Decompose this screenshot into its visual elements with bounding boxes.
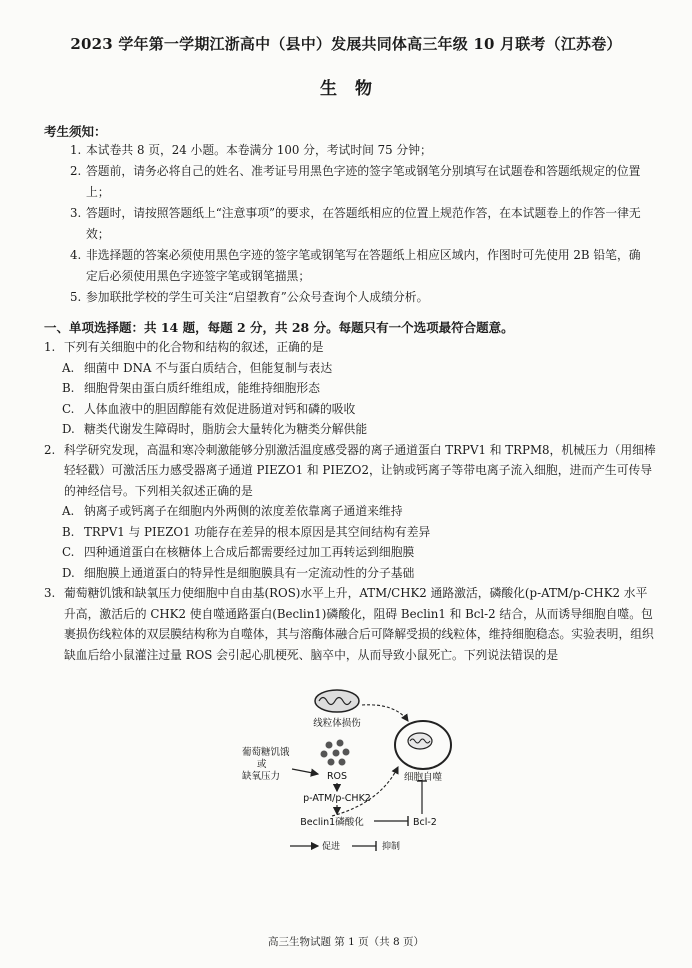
option-letter: A. <box>62 504 75 518</box>
notice-item <box>70 245 652 287</box>
option-b <box>44 522 656 543</box>
option-text: 人体血液中的胆固醇能有效促进肠道对钙和磷的吸收 <box>84 401 356 416</box>
option-text: 细菌中 DNA 不与蛋白质结合，但能复制与表达 <box>84 360 333 375</box>
label-p-atm-chk2: p-ATM/p-CHK2 <box>303 793 371 804</box>
ros-particles-icon <box>321 740 350 766</box>
question-stem <box>44 583 656 665</box>
notice-item-text: 参加联批学校的学生可关注“启望教育”公众号查询个人成绩分析。 <box>86 290 429 304</box>
autophagy-cell-icon <box>395 721 451 769</box>
notice-item <box>70 287 652 308</box>
question-list <box>44 337 656 665</box>
option-d <box>44 563 656 584</box>
notice-item-text: 非选择题的答案必须使用黑色字迹的签字笔或钢笔写在答题纸上相应区域内，作图时可先使用 2B 铅笔，确定后必须使用黑色字迹签字笔或钢笔描黑； <box>86 248 641 283</box>
notice-item-number: 3. <box>70 206 82 220</box>
notice-item <box>70 203 652 245</box>
question-3 <box>44 583 656 665</box>
option-text: 糖类代谢发生障碍时，脂肪会大量转化为糖类分解供能 <box>84 422 368 436</box>
option-letter: C. <box>62 545 75 559</box>
notice-item-number: 2. <box>70 164 82 178</box>
label-autophagy: 细胞自噬 <box>403 772 443 783</box>
label-glucose-starvation: 葡萄糖饥饿 <box>242 747 290 758</box>
option-letter: B. <box>62 381 75 395</box>
question-2 <box>44 440 656 584</box>
option-text: 细胞膜上通道蛋白的特异性是细胞膜具有一定流动性的分子基础 <box>84 565 415 580</box>
legend-promote-label: 促进 <box>322 842 341 852</box>
label-bcl2: Bcl-2 <box>413 817 437 828</box>
label-damaged-mitochondria: 线粒体损伤 <box>313 718 361 729</box>
page-footer: 高三生物试题 第 1 页（共 8 页） <box>267 936 425 948</box>
option-text: 四种通道蛋白在核糖体上合成后都需要经过加工再转运到细胞膜 <box>84 545 415 559</box>
label-hypoxia: 缺氧压力 <box>242 771 281 782</box>
option-c <box>44 542 656 563</box>
subject-title: 生物 <box>320 79 390 99</box>
question-number: 1. <box>44 340 56 354</box>
option-letter: D. <box>62 422 75 436</box>
question-number: 3. <box>44 586 56 600</box>
option-letter: B. <box>62 524 75 539</box>
option-d <box>44 419 656 440</box>
question-stem <box>44 440 656 502</box>
notice-item-text: 答题前，请务必将自己的姓名、准考证号用黑色字迹的签字笔或钢笔分别填写在试题卷和答题纸规定的位置上； <box>86 164 641 199</box>
arrow-stress-to-ros <box>292 769 318 774</box>
question-1 <box>44 337 656 440</box>
notice-item <box>70 161 652 203</box>
notice-item-number: 4. <box>70 248 82 262</box>
mitochondrion-icon <box>315 690 359 712</box>
option-b <box>44 378 656 399</box>
question-number: 2. <box>44 442 56 457</box>
option-c <box>44 399 656 420</box>
autophagy-pathway-diagram <box>230 683 480 858</box>
notice-item <box>70 140 652 161</box>
notice-item-number: 5. <box>70 290 82 304</box>
option-text: TRPV1 与 PIEZO1 功能存在差异的根本原因是其空间结构有差异 <box>84 524 431 539</box>
notice-list <box>70 140 652 308</box>
question-text: 葡萄糖饥饿和缺氧压力使细胞中自由基(ROS)水平上升，ATM/CHK2 通路激活，磷酸化(p-ATM/p-CHK2 水平升高，激活后的 CHK2 使自噬通路蛋白(Beclin1)磷酸化，阻碍 Beclin1 和 Bcl-2 结合，从而诱导细胞自噬。包裹损伤线粒体的双层膜结构称为自噬体，其与溶酶体融合后可降解受损的线粒体，维持细胞稳态。实验表明，组织缺血后给小鼠灌注过量 ROS 会引起心肌梗死、脑卒中，从而导致小鼠死亡。下列说法错误的是 <box>64 586 654 662</box>
question-text: 下列有关细胞中的化合物和结构的叙述，正确的是 <box>64 340 324 354</box>
option-letter: C. <box>62 401 75 416</box>
option-text: 细胞骨架由蛋白质纤维组成，能维持细胞形态 <box>84 381 320 395</box>
label-or: 或 <box>257 759 267 770</box>
option-a <box>44 358 656 379</box>
label-ros: ROS <box>326 771 348 782</box>
notice-item-text: 本试卷共 8 页，24 小题。本卷满分 100 分，考试时间 75 分钟； <box>86 143 432 157</box>
option-text: 钠离子或钙离子在细胞内外两侧的浓度差依靠离子通道来维持 <box>84 504 403 518</box>
question-stem <box>44 337 656 358</box>
option-letter: D. <box>62 565 75 580</box>
arrow-mitochondria-to-autophagy <box>362 705 408 721</box>
question-text: 科学研究发现，高温和寒冷刺激能够分别激活温度感受器的离子通道蛋白 TRPV1 和 TRPM8，机械压力（用细棒轻轻戳）可激活压力感受器离子通道 PIEZO1 和 PIEZO2，让钠或钙离子等带电离子流入细胞，进而产生可传导的神经信号。下列相关叙述正确的是 <box>64 442 656 498</box>
notice-item-text: 答题时，请按照答题纸上“注意事项”的要求，在答题纸相应的位置上规范作答，在本试题卷上的作答一律无效； <box>86 206 641 241</box>
legend-inhibit-label: 抑制 <box>382 842 401 852</box>
option-letter: A. <box>62 360 75 375</box>
label-beclin1: Beclin1磷酸化 <box>300 817 364 828</box>
section-heading: 一、单项选择题：共 14 题，每题 2 分，共 28 分。每题只有一个选项最符合题意。 <box>44 320 514 335</box>
notice-heading: 考生须知： <box>44 124 107 139</box>
exam-title: 2023 学年第一学期江浙高中（县中）发展共同体高三年级 10 月联考（江苏卷） <box>70 35 622 53</box>
option-a <box>44 501 656 522</box>
notice-item-number: 1. <box>70 143 82 157</box>
